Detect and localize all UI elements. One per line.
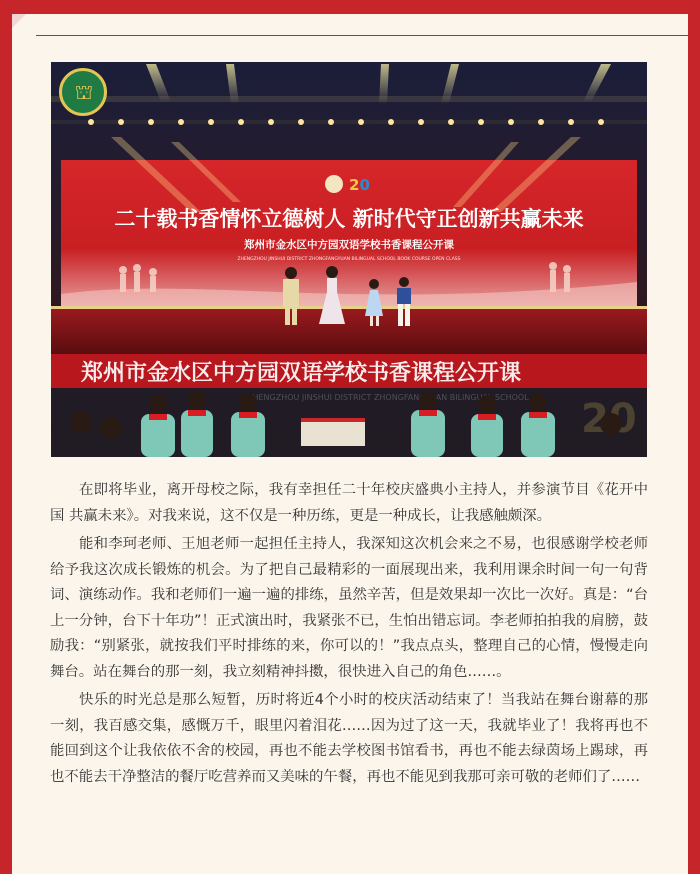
front-banner-text: 郑州市金水区中方园双语学校书香课程公开课	[81, 361, 522, 386]
article-paragraph: 快乐的时光总是那么短暂，历时将近4个小时的校庆活动结束了！当我站在舞台谢幕的那一刻，我百感交集，感慨万千，眼里闪着泪花……因为过了这一天，我就毕业了！我将再也不能回到这个让我依依不舍的校园，再也不能去学校图书馆看书，再也不能去绿茵场上踢球，再也不能去干净整洁的餐厅吃营养而又美味的午餐，再也不能见到我那可亲可敬的老师们了……	[50, 692, 648, 785]
article-paragraph: 在即将毕业，离开母校之际，我有幸担任二十年校庆盛典小主持人，并参演节目《花开中国 共赢未来》。对我来说，这不仅是一种历练，更是一种成长，让我感触颇深。	[50, 482, 648, 524]
article-content	[18, 18, 676, 868]
school-logo	[59, 68, 107, 116]
article-paragraph: 能和李珂老师、王旭老师一起担任主持人，我深知这次机会来之不易，也很感谢学校老师给予我这次成长锻炼的机会。为了把自己最精彩的一面展现出来，我利用课余时间一句一句背词、演练动作。我和老师们一遍一遍的排练，虽然辛苦，但是效果却一次比一次好。真是：“台上一分钟，台下十年功”！正式演出时，我紧张不已，生怕出错忘词。李老师拍拍我的肩膀，鼓励我：“别紧张，就按我们平时排练的来，你可以的！”我点点头，整理自己的心情，慢慢走向舞台。站在舞台的那一刻，我立刻精神抖擞，很快进入自己的角色……。	[50, 536, 648, 680]
stage-subheading: 郑州市金水区中方园双语学校书香课程公开课	[244, 239, 454, 251]
school-anniversary-stage-photo	[51, 62, 647, 457]
article-body	[50, 478, 648, 793]
svg-text:20: 20	[349, 176, 370, 194]
stage-photo-illustration	[51, 62, 647, 457]
school-emblem-icon: ⛫	[74, 80, 94, 104]
stage-heading: 二十载书香情怀立德树人 新时代守正创新共赢未来	[114, 206, 584, 231]
top-divider-line	[36, 35, 694, 36]
stage-english-caption: ZHENGZHOU JINSHUI DISTRICT ZHONGFANGYUAN BILINGUAL SCHOOL BOOK COURSE OPEN CLASS	[237, 257, 461, 262]
